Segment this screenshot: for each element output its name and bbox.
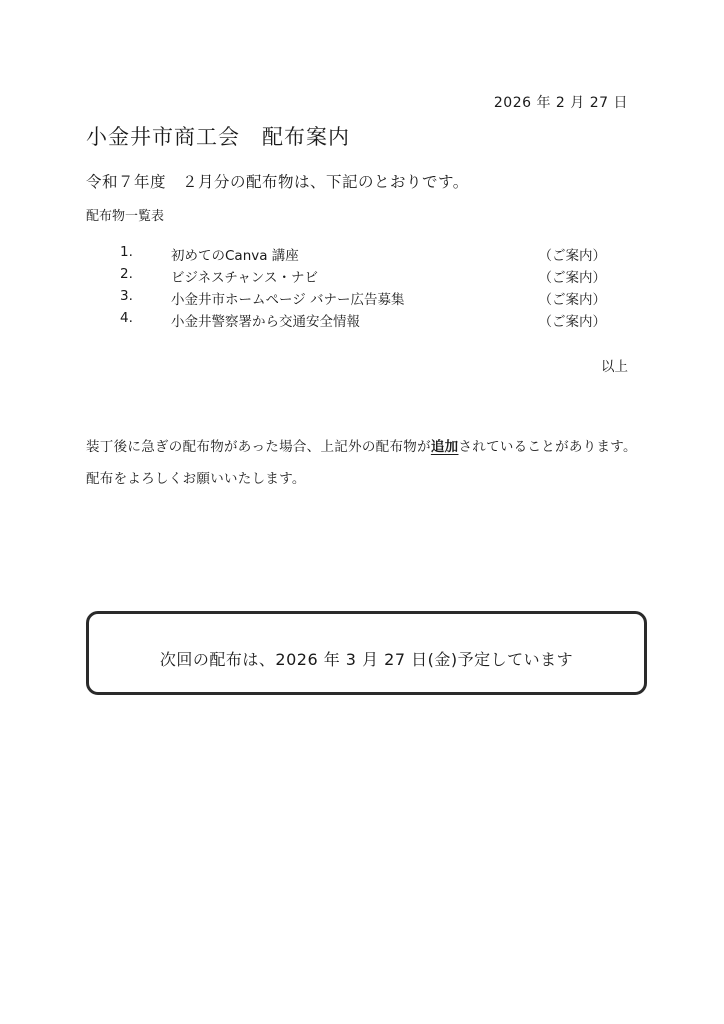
intro-text: 令和７年度 ２月分の配布物は、下記のとおりです。 bbox=[86, 173, 469, 191]
distribution-list bbox=[120, 244, 606, 332]
notice-text-after: されていることがあります。配布をよろしくお願いいたします。 bbox=[86, 439, 637, 487]
item-note: （ご案内） bbox=[538, 248, 606, 264]
notice-text bbox=[86, 431, 646, 495]
item-title: 小金井警察署から交通安全情報 bbox=[171, 314, 360, 330]
document-title: 小金井市商工会 配布案内 bbox=[86, 125, 350, 149]
item-title: 初めてのCanva 講座 bbox=[171, 248, 299, 264]
list-item bbox=[120, 266, 606, 288]
item-number: 4. bbox=[120, 310, 133, 326]
list-item bbox=[120, 244, 606, 266]
document-date: 2026 年 2 月 27 日 bbox=[493, 95, 628, 111]
closing-mark: 以上 bbox=[601, 359, 628, 375]
item-number: 2. bbox=[120, 266, 133, 282]
item-number: 3. bbox=[120, 288, 133, 304]
item-number: 1. bbox=[120, 244, 133, 260]
list-heading: 配布物一覧表 bbox=[86, 209, 165, 224]
notice-text-before: 装丁後に急ぎの配布物があった場合、上記外の配布物が bbox=[86, 439, 431, 455]
item-note: （ご案内） bbox=[538, 292, 606, 308]
next-distribution-text: 次回の配布は、2026 年 3 月 27 日(金)予定しています bbox=[159, 650, 574, 669]
item-note: （ご案内） bbox=[538, 314, 606, 330]
item-title: ビジネスチャンス・ナビ bbox=[171, 270, 319, 286]
next-distribution-box bbox=[86, 611, 647, 695]
notice-emphasis: 追加 bbox=[430, 439, 459, 455]
item-title: 小金井市ホームページ バナー広告募集 bbox=[171, 292, 405, 308]
list-item bbox=[120, 310, 606, 332]
item-note: （ご案内） bbox=[538, 270, 606, 286]
list-item bbox=[120, 288, 606, 310]
